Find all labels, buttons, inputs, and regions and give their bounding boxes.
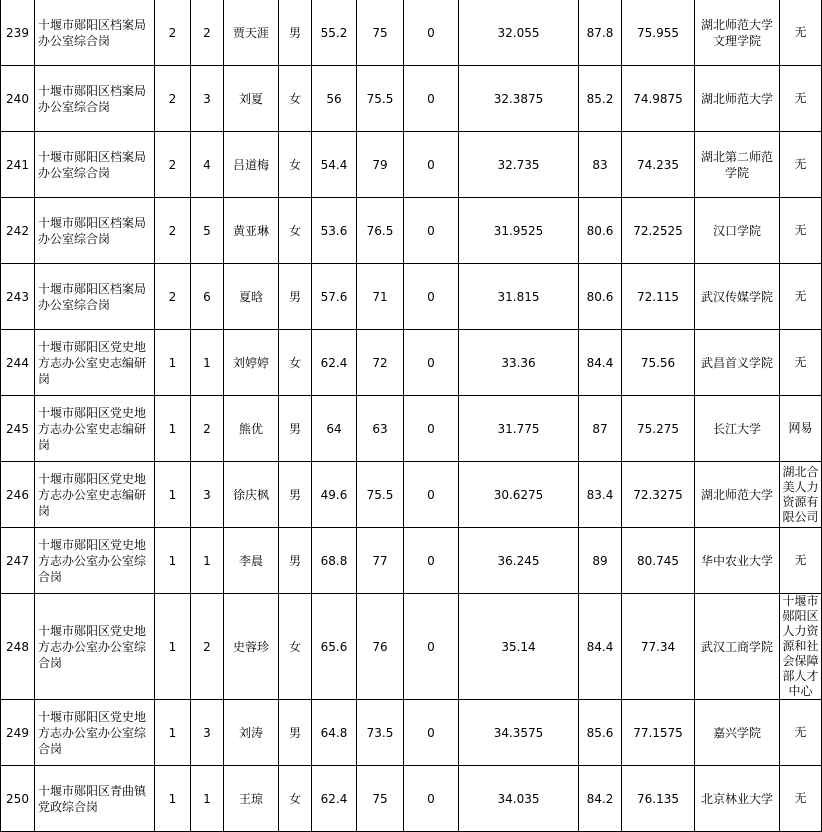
unit-position-cell: 十堰市郧阳区党史地方志办公室办公室综合岗 [35, 528, 155, 594]
rank-cell: 1 [191, 330, 224, 396]
row-number-cell: 240 [1, 66, 35, 132]
employer-cell: 十堰市郧阳区人力资源和社会保障部人才中心 [780, 594, 822, 700]
table-row [1, 132, 822, 198]
candidate-name-cell: 吕道梅 [224, 132, 279, 198]
rank-cell: 3 [191, 66, 224, 132]
rank-cell: 2 [191, 594, 224, 700]
rank-cell: 2 [191, 0, 224, 66]
table-row [1, 462, 822, 528]
school-cell: 湖北师范大学文理学院 [695, 0, 780, 66]
interview-raw-score-cell: 76 [357, 594, 404, 700]
unit-position-cell: 十堰市郧阳区档案局办公室综合岗 [35, 132, 155, 198]
school-cell: 长江大学 [695, 396, 780, 462]
bonus-points-cell: 0 [404, 0, 459, 66]
row-number-cell: 241 [1, 132, 35, 198]
school-cell: 汉口学院 [695, 198, 780, 264]
rank-cell: 4 [191, 132, 224, 198]
interview-score-cell: 84.4 [579, 594, 622, 700]
interview-raw-score-cell: 73.5 [357, 700, 404, 766]
hire-count-cell: 2 [155, 264, 191, 330]
interview-raw-score-cell: 63 [357, 396, 404, 462]
unit-position-cell: 十堰市郧阳区党史地方志办公室办公室综合岗 [35, 594, 155, 700]
written-weighted-cell: 35.14 [459, 594, 579, 700]
school-cell: 嘉兴学院 [695, 700, 780, 766]
table-row [1, 528, 822, 594]
gender-cell: 男 [279, 528, 312, 594]
gender-cell: 男 [279, 462, 312, 528]
row-number-cell: 248 [1, 594, 35, 700]
written-weighted-cell: 34.035 [459, 766, 579, 832]
candidate-name-cell: 刘婷婷 [224, 330, 279, 396]
employer-cell: 无 [780, 330, 822, 396]
written-score-cell: 68.8 [312, 528, 357, 594]
employer-cell: 无 [780, 0, 822, 66]
interview-raw-score-cell: 75.5 [357, 462, 404, 528]
total-score-cell: 75.955 [622, 0, 695, 66]
bonus-points-cell: 0 [404, 330, 459, 396]
written-score-cell: 65.6 [312, 594, 357, 700]
written-score-cell: 53.6 [312, 198, 357, 264]
written-score-cell: 57.6 [312, 264, 357, 330]
rank-cell: 6 [191, 264, 224, 330]
unit-position-cell: 十堰市郧阳区党史地方志办公室史志编研岗 [35, 330, 155, 396]
school-cell: 湖北师范大学 [695, 462, 780, 528]
employer-cell: 无 [780, 132, 822, 198]
written-score-cell: 55.2 [312, 0, 357, 66]
candidate-name-cell: 史蓉珍 [224, 594, 279, 700]
table-body [1, 0, 822, 832]
hire-count-cell: 2 [155, 198, 191, 264]
rank-cell: 5 [191, 198, 224, 264]
school-cell: 华中农业大学 [695, 528, 780, 594]
table-row [1, 198, 822, 264]
written-score-cell: 56 [312, 66, 357, 132]
total-score-cell: 72.115 [622, 264, 695, 330]
candidate-name-cell: 黄亚琳 [224, 198, 279, 264]
interview-score-cell: 87 [579, 396, 622, 462]
written-weighted-cell: 33.36 [459, 330, 579, 396]
candidate-name-cell: 夏晗 [224, 264, 279, 330]
employer-cell: 湖北合美人力资源有限公司 [780, 462, 822, 528]
candidate-name-cell: 熊优 [224, 396, 279, 462]
rank-cell: 3 [191, 462, 224, 528]
gender-cell: 女 [279, 132, 312, 198]
row-number-cell: 247 [1, 528, 35, 594]
school-cell: 武汉工商学院 [695, 594, 780, 700]
hire-count-cell: 1 [155, 594, 191, 700]
interview-score-cell: 87.8 [579, 0, 622, 66]
written-score-cell: 62.4 [312, 330, 357, 396]
employer-cell: 无 [780, 66, 822, 132]
bonus-points-cell: 0 [404, 264, 459, 330]
row-number-cell: 242 [1, 198, 35, 264]
unit-position-cell: 十堰市郧阳区党史地方志办公室史志编研岗 [35, 396, 155, 462]
gender-cell: 男 [279, 396, 312, 462]
candidate-name-cell: 刘夏 [224, 66, 279, 132]
bonus-points-cell: 0 [404, 66, 459, 132]
table-row [1, 700, 822, 766]
employer-cell: 无 [780, 528, 822, 594]
interview-score-cell: 85.6 [579, 700, 622, 766]
unit-position-cell: 十堰市郧阳区档案局办公室综合岗 [35, 66, 155, 132]
table-row [1, 396, 822, 462]
table-row [1, 594, 822, 700]
written-weighted-cell: 31.775 [459, 396, 579, 462]
row-number-cell: 250 [1, 766, 35, 832]
gender-cell: 女 [279, 594, 312, 700]
table-row [1, 766, 822, 832]
school-cell: 湖北师范大学 [695, 66, 780, 132]
bonus-points-cell: 0 [404, 396, 459, 462]
table-row [1, 330, 822, 396]
written-score-cell: 54.4 [312, 132, 357, 198]
unit-position-cell: 十堰市郧阳区档案局办公室综合岗 [35, 0, 155, 66]
school-cell: 湖北第二师范学院 [695, 132, 780, 198]
hire-count-cell: 1 [155, 330, 191, 396]
unit-position-cell: 十堰市郧阳区档案局办公室综合岗 [35, 264, 155, 330]
total-score-cell: 72.2525 [622, 198, 695, 264]
interview-score-cell: 85.2 [579, 66, 622, 132]
hire-count-cell: 1 [155, 766, 191, 832]
gender-cell: 男 [279, 700, 312, 766]
gender-cell: 女 [279, 66, 312, 132]
written-weighted-cell: 32.735 [459, 132, 579, 198]
total-score-cell: 72.3275 [622, 462, 695, 528]
written-weighted-cell: 31.9525 [459, 198, 579, 264]
interview-raw-score-cell: 75 [357, 0, 404, 66]
table-row [1, 66, 822, 132]
gender-cell: 男 [279, 0, 312, 66]
total-score-cell: 77.34 [622, 594, 695, 700]
total-score-cell: 74.235 [622, 132, 695, 198]
written-weighted-cell: 30.6275 [459, 462, 579, 528]
row-number-cell: 239 [1, 0, 35, 66]
candidate-name-cell: 李晨 [224, 528, 279, 594]
interview-raw-score-cell: 71 [357, 264, 404, 330]
rank-cell: 1 [191, 766, 224, 832]
written-weighted-cell: 32.055 [459, 0, 579, 66]
total-score-cell: 80.745 [622, 528, 695, 594]
bonus-points-cell: 0 [404, 766, 459, 832]
interview-score-cell: 83 [579, 132, 622, 198]
interview-raw-score-cell: 76.5 [357, 198, 404, 264]
interview-score-cell: 83.4 [579, 462, 622, 528]
interview-raw-score-cell: 75.5 [357, 66, 404, 132]
employer-cell: 网易 [780, 396, 822, 462]
hire-count-cell: 1 [155, 528, 191, 594]
candidate-name-cell: 刘涛 [224, 700, 279, 766]
row-number-cell: 246 [1, 462, 35, 528]
written-score-cell: 64.8 [312, 700, 357, 766]
employer-cell: 无 [780, 264, 822, 330]
candidate-name-cell: 王琼 [224, 766, 279, 832]
hire-count-cell: 1 [155, 700, 191, 766]
row-number-cell: 245 [1, 396, 35, 462]
employer-cell: 无 [780, 766, 822, 832]
interview-raw-score-cell: 72 [357, 330, 404, 396]
school-cell: 武昌首义学院 [695, 330, 780, 396]
interview-score-cell: 89 [579, 528, 622, 594]
total-score-cell: 77.1575 [622, 700, 695, 766]
gender-cell: 男 [279, 264, 312, 330]
bonus-points-cell: 0 [404, 700, 459, 766]
employer-cell: 无 [780, 700, 822, 766]
written-score-cell: 62.4 [312, 766, 357, 832]
interview-raw-score-cell: 79 [357, 132, 404, 198]
gender-cell: 女 [279, 198, 312, 264]
hire-count-cell: 2 [155, 66, 191, 132]
school-cell: 武汉传媒学院 [695, 264, 780, 330]
candidate-name-cell: 徐庆枫 [224, 462, 279, 528]
hire-count-cell: 2 [155, 132, 191, 198]
bonus-points-cell: 0 [404, 594, 459, 700]
interview-raw-score-cell: 77 [357, 528, 404, 594]
hire-count-cell: 2 [155, 0, 191, 66]
total-score-cell: 74.9875 [622, 66, 695, 132]
hire-count-cell: 1 [155, 396, 191, 462]
candidate-name-cell: 贾天涯 [224, 0, 279, 66]
bonus-points-cell: 0 [404, 198, 459, 264]
rank-cell: 2 [191, 396, 224, 462]
unit-position-cell: 十堰市郧阳区党史地方志办公室史志编研岗 [35, 462, 155, 528]
written-weighted-cell: 34.3575 [459, 700, 579, 766]
interview-score-cell: 84.2 [579, 766, 622, 832]
rank-cell: 3 [191, 700, 224, 766]
bonus-points-cell: 0 [404, 528, 459, 594]
table-row [1, 0, 822, 66]
total-score-cell: 75.275 [622, 396, 695, 462]
written-score-cell: 64 [312, 396, 357, 462]
bonus-points-cell: 0 [404, 132, 459, 198]
written-weighted-cell: 31.815 [459, 264, 579, 330]
interview-raw-score-cell: 75 [357, 766, 404, 832]
written-score-cell: 49.6 [312, 462, 357, 528]
total-score-cell: 75.56 [622, 330, 695, 396]
row-number-cell: 249 [1, 700, 35, 766]
written-weighted-cell: 36.245 [459, 528, 579, 594]
interview-score-cell: 84.4 [579, 330, 622, 396]
total-score-cell: 76.135 [622, 766, 695, 832]
written-weighted-cell: 32.3875 [459, 66, 579, 132]
school-cell: 北京林业大学 [695, 766, 780, 832]
gender-cell: 女 [279, 766, 312, 832]
employer-cell: 无 [780, 198, 822, 264]
interview-score-cell: 80.6 [579, 264, 622, 330]
hire-count-cell: 1 [155, 462, 191, 528]
row-number-cell: 243 [1, 264, 35, 330]
unit-position-cell: 十堰市郧阳区青曲镇党政综合岗 [35, 766, 155, 832]
table-row [1, 264, 822, 330]
row-number-cell: 244 [1, 330, 35, 396]
interview-score-cell: 80.6 [579, 198, 622, 264]
unit-position-cell: 十堰市郧阳区党史地方志办公室办公室综合岗 [35, 700, 155, 766]
rank-cell: 1 [191, 528, 224, 594]
gender-cell: 女 [279, 330, 312, 396]
unit-position-cell: 十堰市郧阳区档案局办公室综合岗 [35, 198, 155, 264]
bonus-points-cell: 0 [404, 462, 459, 528]
